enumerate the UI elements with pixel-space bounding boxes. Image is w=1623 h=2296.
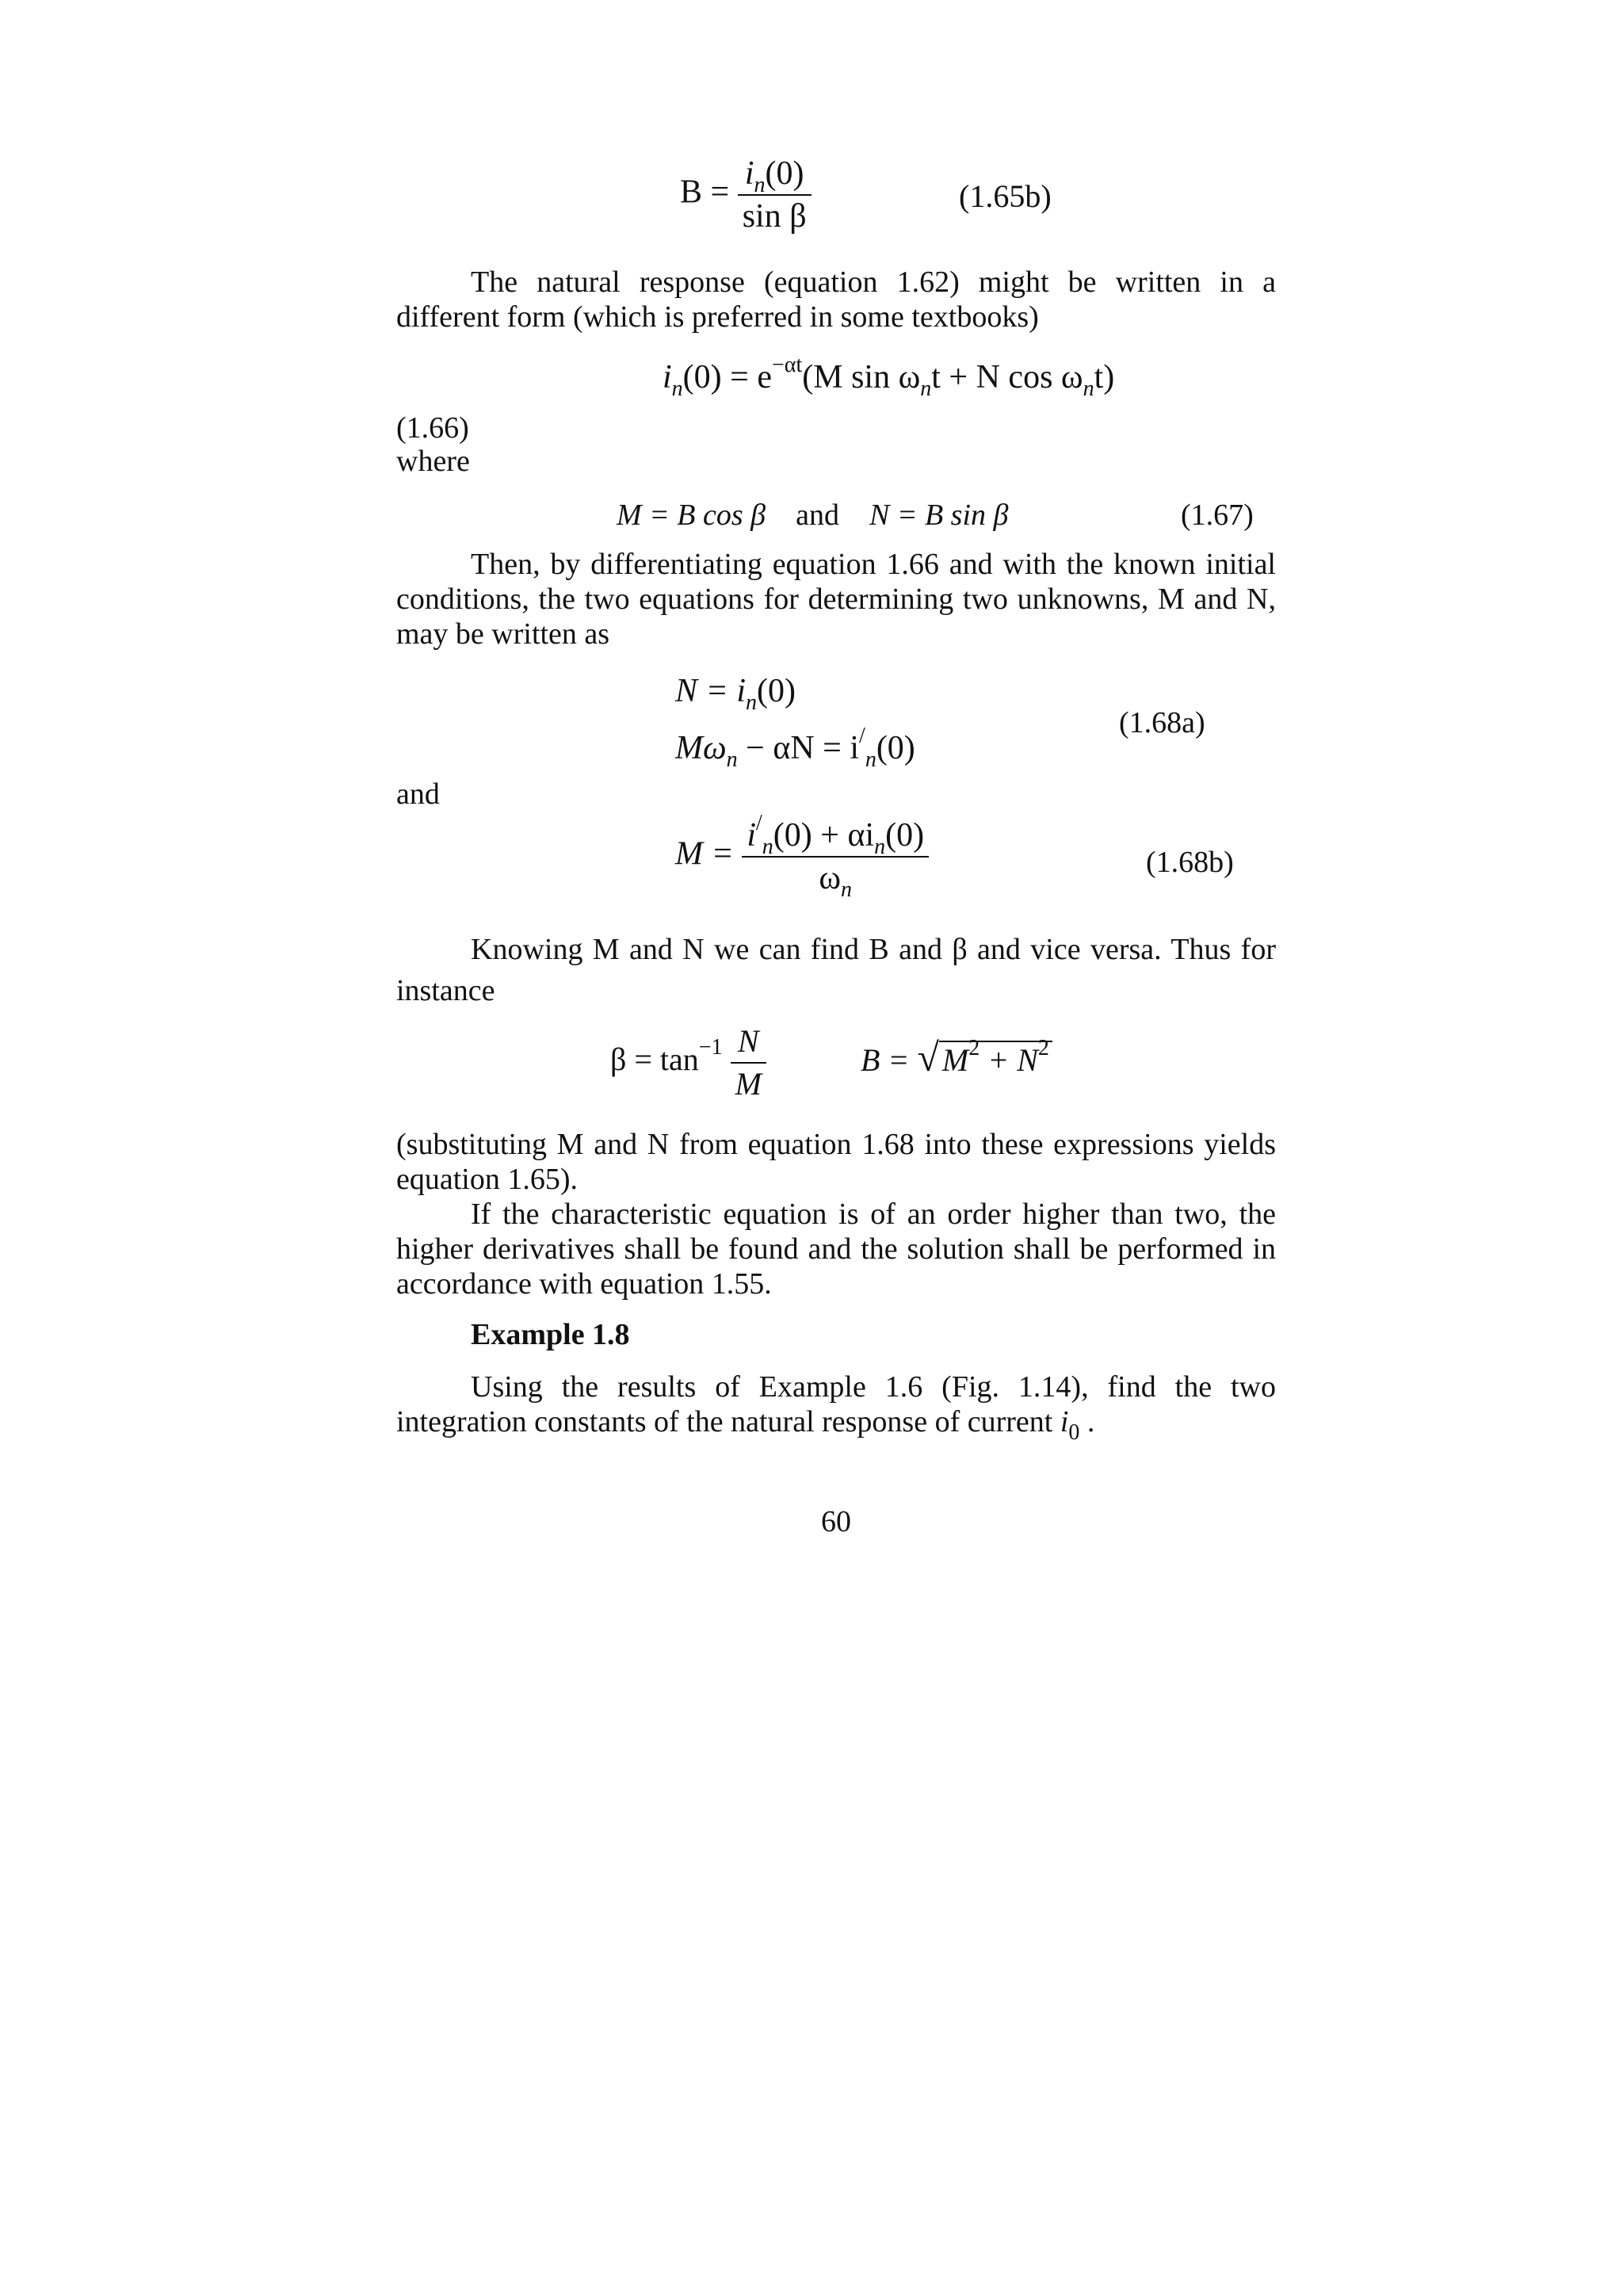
paragraph: Then, by differentiating equation 1.66 and with the known initial conditions, the two equations for determining two unknowns, M and N, may be written as bbox=[396, 548, 1276, 651]
equation-label: (1.67) bbox=[1181, 499, 1254, 532]
equation-1-68a-line1: $N = i_n(0)$ bbox=[675, 673, 796, 715]
fraction: $\frac{N}{M}$ bbox=[731, 1022, 766, 1103]
paragraph: Using the results of Example 1.6 (Fig. 1.14), find the two integration constants of the natural response of current $i_0$ . bbox=[396, 1370, 1276, 1445]
paragraph: Knowing M and N we can find B and β and vice versa. Thus for instance bbox=[396, 933, 1276, 1007]
equation-label: (1.68b) bbox=[1146, 846, 1234, 879]
equation-label: (1.65b) bbox=[959, 178, 1052, 214]
equation-1-68b: M = $\frac{i^/_n(0) + \alpha i_n(0)}{\omega_n}$ bbox=[675, 816, 929, 897]
fraction: $\frac{i_n(0)}{\text{sin β}}$ bbox=[738, 155, 812, 235]
fraction: $\frac{i^/_n(0) + \alpha i_n(0)}{\omega_n}$ bbox=[742, 816, 929, 897]
equation-B-magnitude: B = √ $M^2 + N^2$ bbox=[861, 1038, 1052, 1079]
equation-1-68a-line2: $M\omega_n - \alpha N = i^/_n(0)$ bbox=[675, 724, 915, 772]
paragraph: The natural response (equation 1.62) might be written in a different form (which is preferred in some textbooks) bbox=[396, 266, 1276, 334]
equation-1-67: M = B cos β and N = B sin β bbox=[617, 499, 1009, 532]
equation-1-66: $i_n(0) = e^{-\alpha t}(M$ $\sin \omega_nt + N$ $\cos \omega_nt$) bbox=[663, 353, 1115, 401]
word-and: and bbox=[396, 777, 440, 811]
equation-beta: $\beta = \tan^{-1}$ $\frac{N}{M}$ bbox=[610, 1022, 766, 1103]
example-heading: Example 1.8 bbox=[471, 1318, 630, 1351]
equation-label: (1.68a) bbox=[1119, 706, 1205, 739]
word-where: where bbox=[396, 445, 470, 478]
equation-1-65b: B = $\frac{i_n(0)}{\text{sin β}}$ bbox=[680, 155, 812, 235]
equation-label: (1.66) bbox=[396, 411, 469, 445]
paragraph: (substituting M and N from equation 1.68 into these expressions yields equation 1.65). bbox=[396, 1128, 1276, 1196]
paragraph: If the characteristic equation is of an order higher than two, the higher derivatives shall be found and the solution shall be performed in accordance with equation 1.55. bbox=[396, 1198, 1276, 1301]
page-number: 60 bbox=[821, 1505, 851, 1538]
